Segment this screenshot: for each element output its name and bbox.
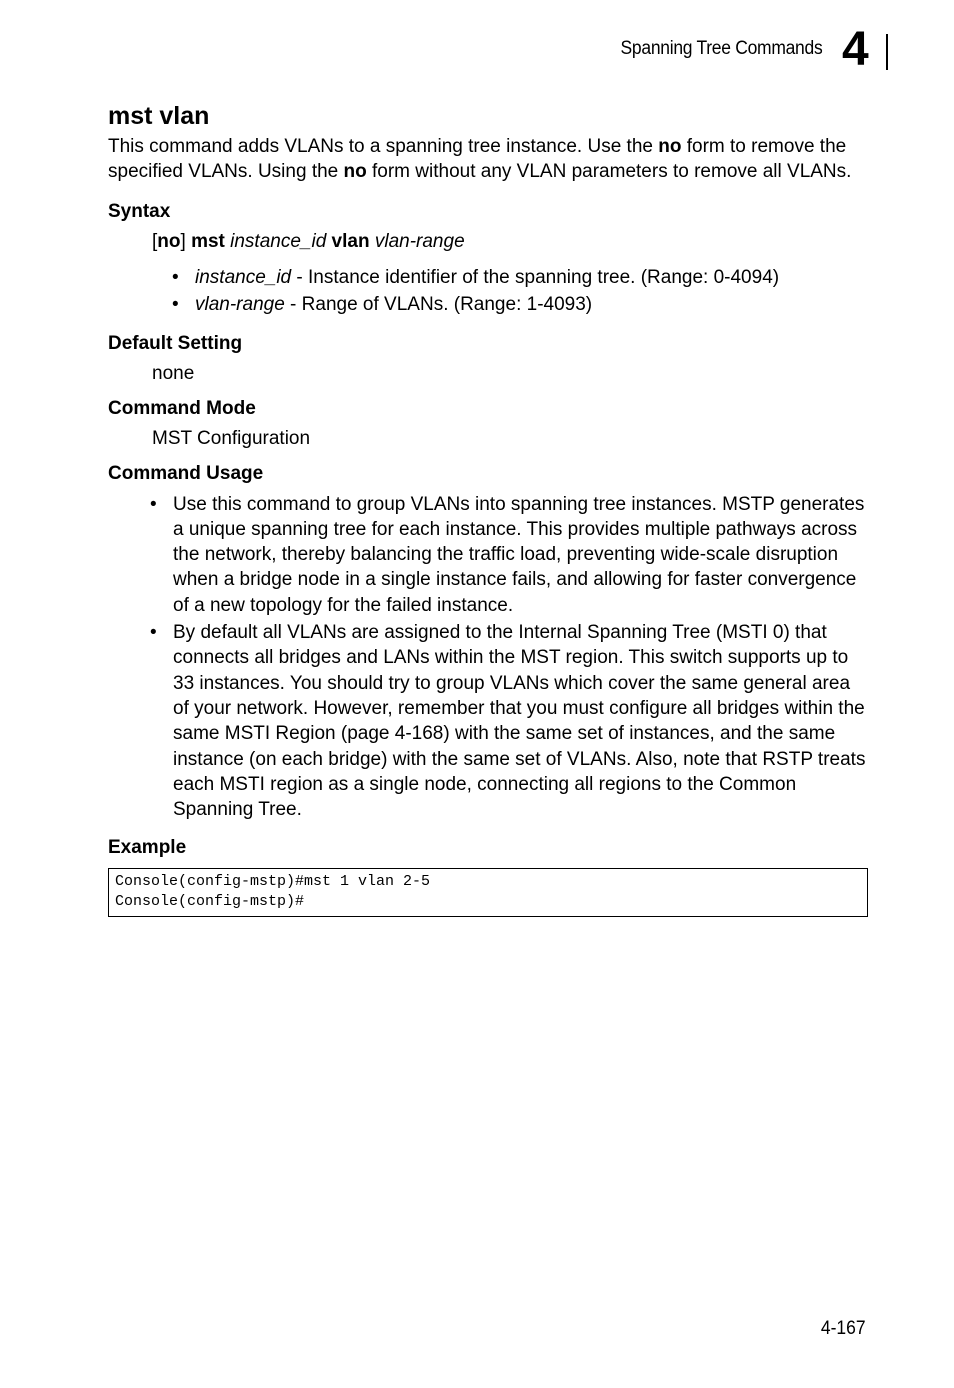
parameter-name: vlan-range xyxy=(195,294,285,316)
page-content xyxy=(108,98,868,917)
page-number: 4-167 xyxy=(821,1318,866,1339)
syntax-instance-id: instance_id xyxy=(230,230,327,252)
example-heading: Example xyxy=(108,837,187,859)
default-setting-value: none xyxy=(152,362,195,384)
no-keyword: no xyxy=(658,136,682,157)
syntax-vlan-range: vlan-range xyxy=(374,230,465,252)
usage-item: • Use this command to group VLANs into spanning tree instances. MSTP generates a unique spanning tree for each instance. This provides multiple pathways across the network, thereby balancing the traffic load, preventing wide-scale disruption when a bridge node in a single instance fails, and allowing for faster convergence of a new topology for the failed instance. xyxy=(150,492,868,618)
no-keyword: no xyxy=(343,161,367,183)
parameter-item xyxy=(172,291,868,319)
chapter-rule xyxy=(886,34,888,70)
syntax-line xyxy=(152,229,868,255)
description-text: This command adds VLANs to a spanning tree instance. Use the xyxy=(108,136,659,157)
command-mode-value: MST Configuration xyxy=(152,427,311,449)
parameter-desc: - Range of VLANs. (Range: 1-4093) xyxy=(284,294,593,316)
code-line: Console(config-mstp)# xyxy=(115,892,305,910)
syntax-vlan: vlan xyxy=(331,230,370,252)
parameter-item xyxy=(172,264,868,292)
syntax-no: no xyxy=(157,230,181,252)
code-example xyxy=(108,868,868,917)
syntax-mst: mst xyxy=(191,230,225,252)
command-description xyxy=(108,134,868,185)
usage-list xyxy=(108,492,868,823)
running-header: Spanning Tree Commands xyxy=(620,38,822,59)
default-setting-heading: Default Setting xyxy=(108,332,243,354)
command-usage-heading: Command Usage xyxy=(108,462,264,484)
bracket: [ xyxy=(152,230,158,252)
parameter-desc: - Instance identifier of the spanning tree. (Range: 0-4094) xyxy=(291,266,780,288)
syntax-heading: Syntax xyxy=(108,200,171,222)
description-text: form to remove the specified VLANs. Using the xyxy=(108,136,847,183)
usage-item: • By default all VLANs are assigned to the Internal Spanning Tree (MSTI 0) that connects all bridges and LANs within the MST region. This switch supports up to 33 instances. You should try to group VLANs which cover the same general area of your network. However, remember that you must configure all bridges within the same MSTI Region (page 4-168) with the same set of instances, and the same instance (on each bridge) with the same set of VLANs. Also, note that RSTP treats each MSTI region as a single node, connecting all regions to the Common Spanning Tree. xyxy=(150,620,868,822)
parameter-name: instance_id xyxy=(195,266,292,288)
bracket: ] xyxy=(180,230,186,252)
command-title: mst vlan xyxy=(108,102,210,130)
command-mode-heading: Command Mode xyxy=(108,397,256,419)
chapter-number: 4 xyxy=(842,23,869,76)
description-text: form without any VLAN parameters to remove all VLANs. xyxy=(366,161,852,183)
parameter-list xyxy=(108,264,868,319)
code-line: Console(config-mstp)#mst 1 vlan 2-5 xyxy=(115,873,431,891)
